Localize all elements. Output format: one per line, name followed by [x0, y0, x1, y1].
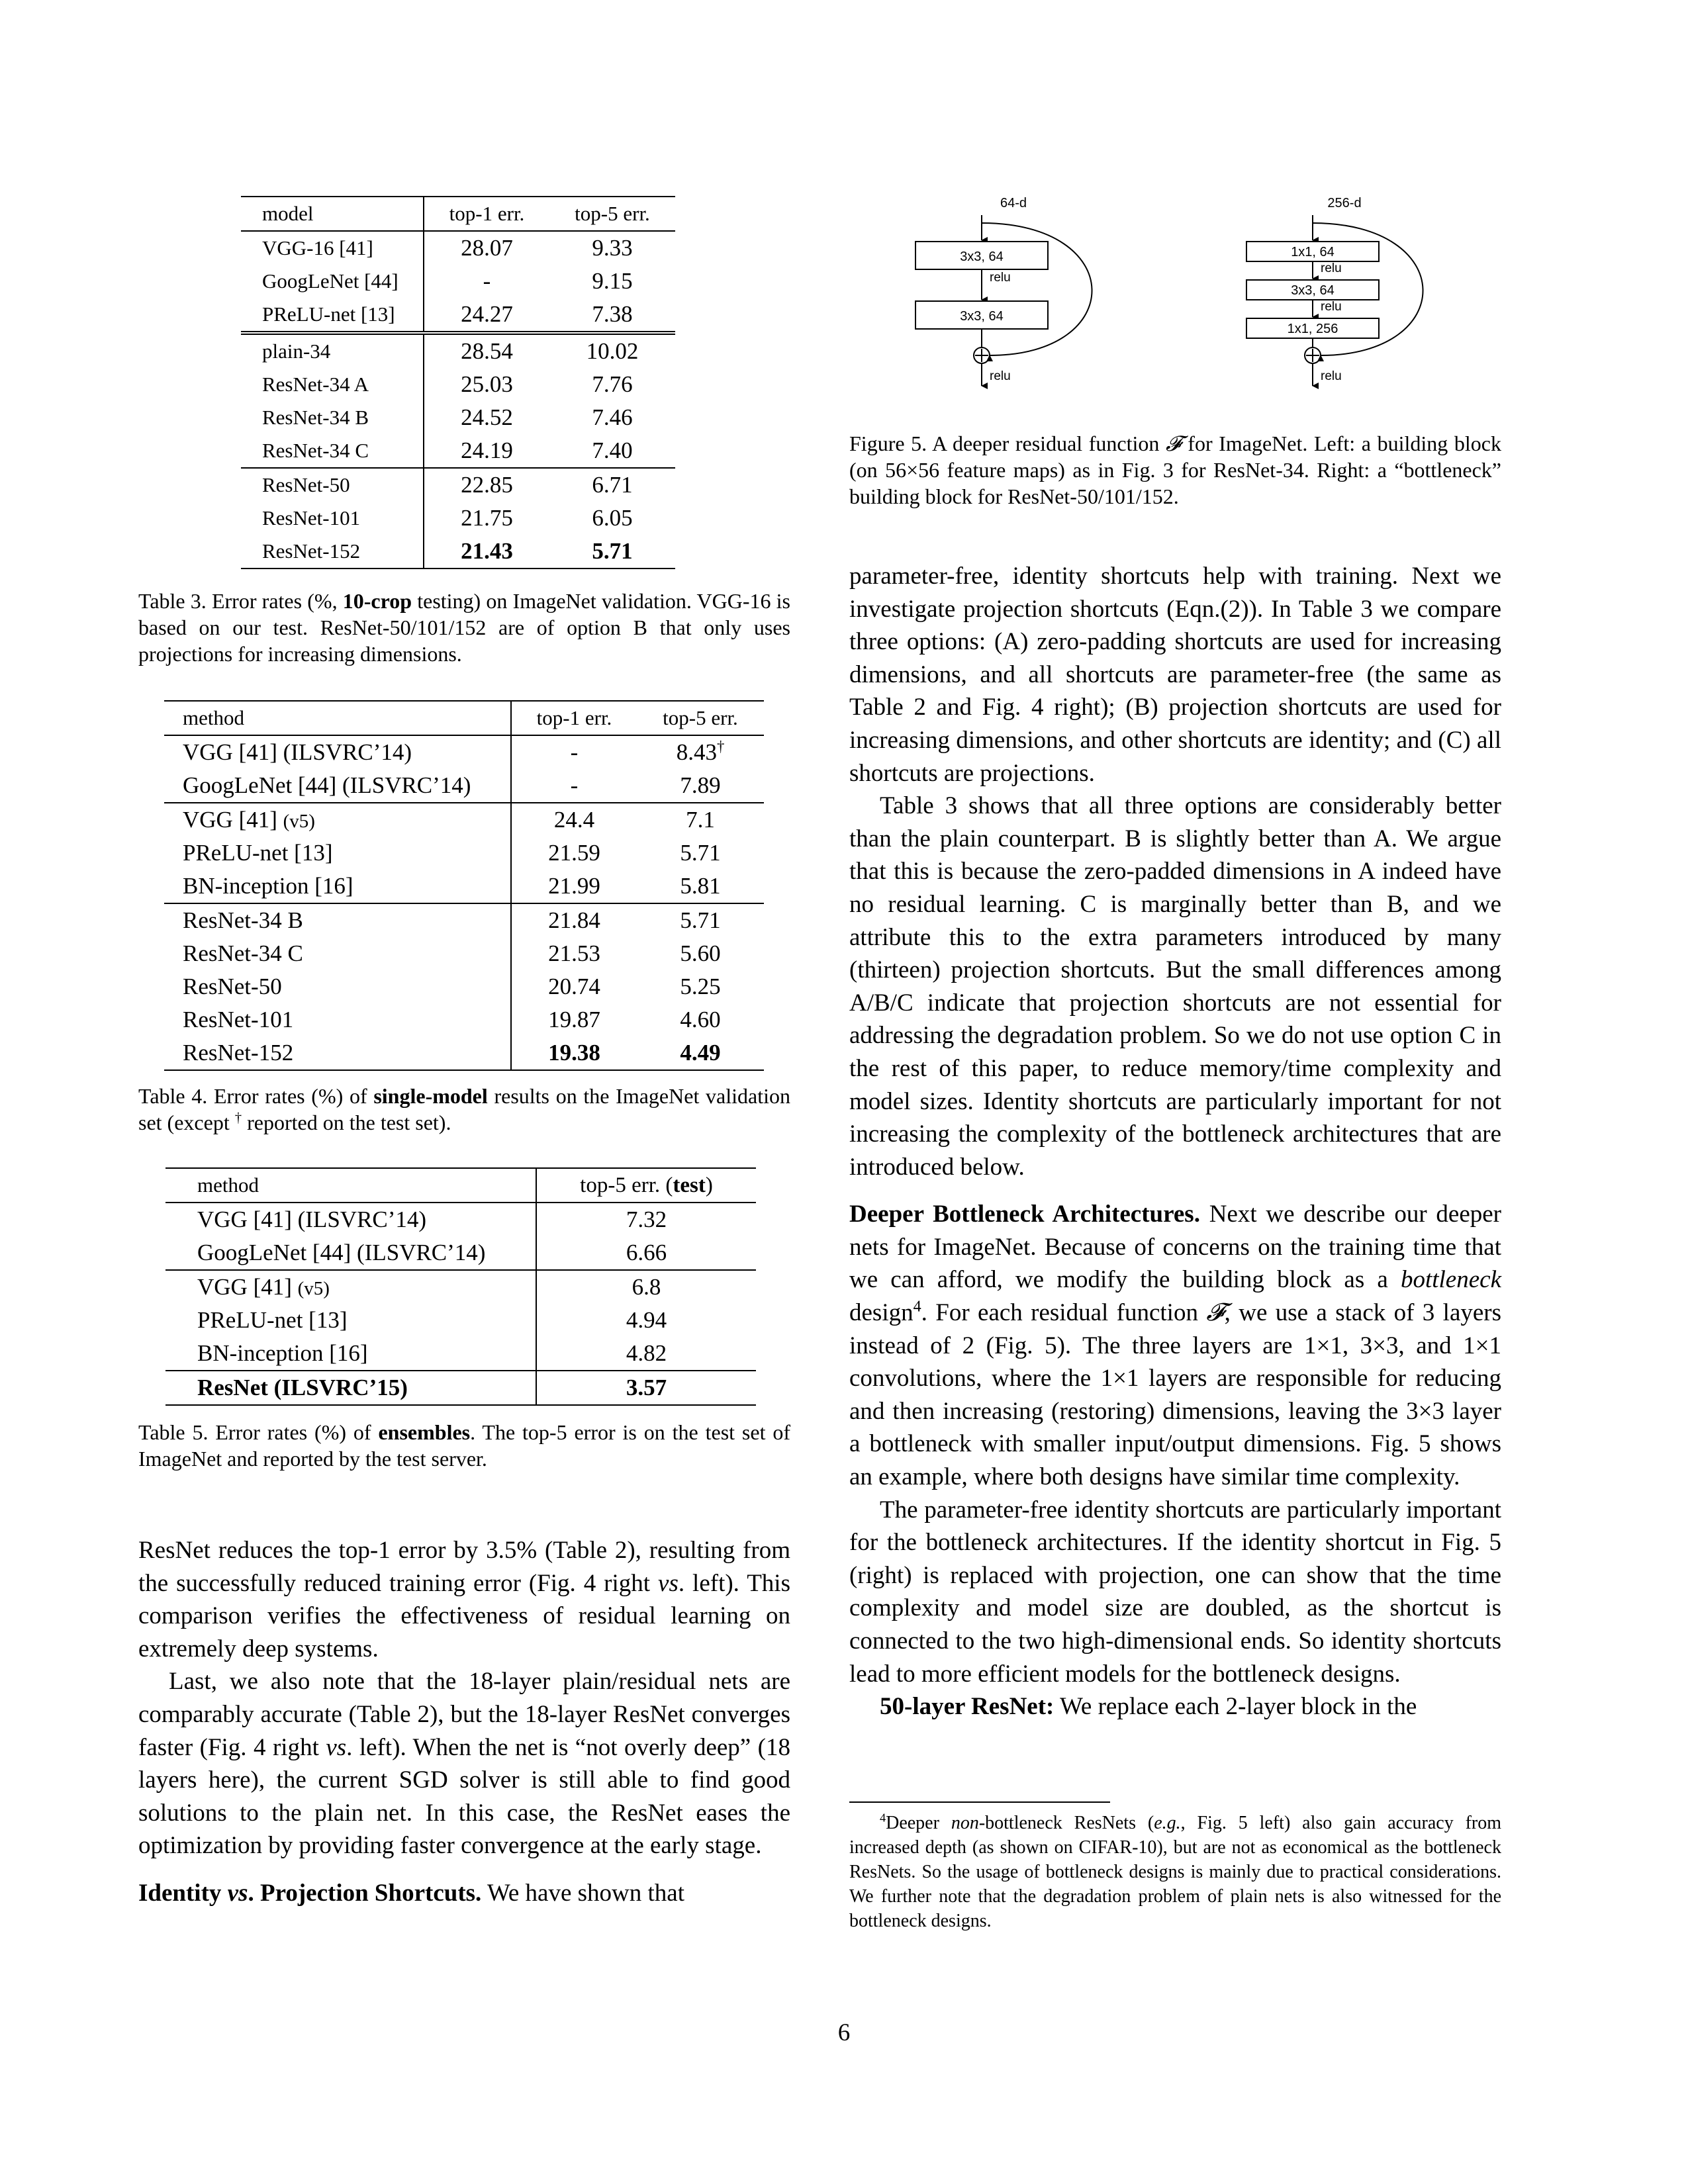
table-row: ResNet-50 20.74 5.25 [164, 970, 764, 1003]
footnote-ref: 4 [913, 1298, 921, 1316]
conv-layer-label: 3x3, 64 [960, 250, 1004, 264]
section-heading-deeper-bottleneck: Deeper Bottleneck Architectures. [849, 1201, 1200, 1228]
table4-caption: Table 4. Error rates (%) of single-model results on the ImageNet validation set (except † reported on the test set). [138, 1084, 791, 1134]
table4-header-top5: top-5 err. [663, 706, 738, 729]
section-heading-50-layer: 50-layer ResNet: [880, 1693, 1055, 1721]
relu-label: relu [1321, 369, 1342, 383]
table-row: BN-inception [16] 21.99 5.81 [164, 870, 764, 903]
paragraph: parameter-free, identity shortcuts help with training. Next we investigate projection shortcuts (Eqn.(2)). In Table 3 we compare three options: (A) zero-padding shortcuts are used for increasing dimensions, and all shortcuts are parameter-free (the same as Table 2 and Fig. 4 right); (B) projection shortcuts are used for increasing dimensions, and other shortcuts are identity; and (C) all shortcuts are projections. [849, 563, 1501, 787]
paragraph: Last, we also note that the 18-layer plain/residual nets are comparably accurate (Table 2), but the 18-layer ResNet converges faster (Fig. 4 right vs. left). When the net is “not overly deep” (18 layers here), the current SGD solver is still able to find good solutions to the plain net. In this case, the ResNet eases the optimization by providing faster convergence at the early stage. [138, 1668, 790, 1860]
conv-layer-label: 3x3, 64 [960, 309, 1004, 324]
paragraph: ResNet reduces the top-1 error by 3.5% (Table 2), resulting from the successfully reduced training error (Fig. 4 right vs. left). This comparison verifies the effectiveness of residual learning on extremely deep systems. [138, 1537, 790, 1662]
table-row: ResNet-34 A 25.03 7.76 [241, 368, 675, 401]
conv-layer-label: 1x1, 256 [1287, 322, 1338, 336]
figure5-caption: Figure 5. A deeper residual function 𝓕 for ImageNet. Left: a building block (on 56×56 feature maps) as in Fig. 3 for ResNet-34. Right: a “bottleneck” building block for ResNet-50/101/152. [849, 432, 1502, 508]
table-row: BN-inception [16] 4.82 [165, 1337, 756, 1371]
table5-header-method: method [197, 1173, 259, 1197]
input-dim-label: 256-d [1327, 196, 1362, 210]
paragraph-50-layer: 50-layer ResNet: We replace each 2-layer block in the [880, 1693, 1417, 1721]
conv-layer-label: 3x3, 64 [1291, 283, 1335, 298]
table5-header-top5: top-5 err. (test) [536, 1168, 756, 1203]
table4-header-top1: top-1 err. [511, 701, 637, 735]
table-row: VGG [41] (v5) 6.8 [165, 1270, 756, 1304]
table-row: VGG-16 [41] 28.07 9.33 [241, 231, 675, 265]
table-row: ResNet-101 21.75 6.05 [241, 502, 675, 535]
relu-label: relu [1321, 300, 1342, 314]
relu-label: relu [1321, 261, 1342, 275]
table-row: ResNet-50 22.85 6.71 [241, 468, 675, 502]
table3-header-top5: top-5 err. [549, 197, 675, 231]
section-heading-identity-vs-projection: Identity vs. Projection Shortcuts. We have shown that [138, 1879, 684, 1907]
bottleneck-block [1246, 196, 1423, 386]
table-row: PReLU-net [13] 24.27 7.38 [241, 298, 675, 333]
table3-header-model: model [241, 197, 424, 231]
relu-label: relu [990, 271, 1011, 285]
table-row: GoogLeNet [44] (ILSVRC’14) - 7.89 [164, 769, 764, 803]
footnote-rule [849, 1801, 1110, 1803]
table3-caption: Table 3. Error rates (%, 10-crop testing) on ImageNet validation. VGG-16 is based on our test. ResNet-50/101/152 are of option B that only uses projections for increasing dimensions. [138, 589, 791, 666]
table3-header-top1: top-1 err. [424, 197, 549, 231]
table-row: ResNet (ILSVRC’15) 3.57 [165, 1371, 756, 1405]
table-row: VGG [41] (ILSVRC’14) 7.32 [165, 1203, 756, 1236]
table-row: ResNet-34 B 24.52 7.46 [241, 401, 675, 434]
table-3 [241, 196, 675, 569]
table4-header-method: method [183, 706, 244, 729]
right-body-text [849, 560, 1501, 1723]
table-row: GoogLeNet [44] (ILSVRC’14) 6.66 [165, 1236, 756, 1270]
paragraph-deeper-bottleneck: Deeper Bottleneck Architectures. Next we describe our deeper nets for ImageNet. Because of concerns on the training time that we can afford, we modify the building block as a bottleneck design$^4$. For each residual function 𝓕, we use a stack of 3 layers instead of 2 (Fig. 5). The three layers are 1×1, 3×3, and 1×1 convolutions, where the 1×1 layers are responsible for reducing and then increasing (restoring) dimensions, leaving the 3×3 layer a bottleneck with smaller input/output dimensions. Fig. 5 shows an example, where both designs have similar time complexity. [849, 1201, 1502, 1491]
table5-caption: Table 5. Error rates (%) of ensembles. The top-5 error is on the test set of ImageNet and reported by the test server. [138, 1420, 791, 1471]
table-row: ResNet-34 C 21.53 5.60 [164, 937, 764, 970]
table-row: VGG [41] (ILSVRC’14) - 8.43† [164, 735, 764, 769]
relu-label: relu [990, 369, 1011, 383]
table-5 [165, 1167, 756, 1406]
table-row: ResNet-152 21.43 5.71 [241, 535, 675, 569]
page-number: 6 [837, 2019, 851, 2046]
table-4 [164, 700, 764, 1071]
table-row: VGG [41] (v5) 24.4 7.1 [164, 803, 764, 837]
table-row: plain-34 28.54 10.02 [241, 333, 675, 368]
table-row: ResNet-101 19.87 4.60 [164, 1003, 764, 1036]
figure-5-diagram [849, 189, 1501, 400]
table-row: GoogLeNet [44] - 9.15 [241, 265, 675, 298]
table-row: PReLU-net [13] 21.59 5.71 [164, 837, 764, 870]
left-body-text [138, 1534, 790, 1910]
conv-layer-label: 1x1, 64 [1291, 245, 1335, 259]
table-row: PReLU-net [13] 4.94 [165, 1304, 756, 1337]
table-row: ResNet-152 19.38 4.49 [164, 1036, 764, 1070]
basic-block [915, 196, 1092, 386]
table-row: ResNet-34 C 24.19 7.40 [241, 434, 675, 468]
paragraph: Table 3 shows that all three options are considerably better than the plain counterpart. B is slightly better than A. We argue that this is because the zero-padded dimensions in A indeed have no residual learning. C is marginally better than B, and we attribute this to the extra parameters introduced by many (thirteen) projection shortcuts. But the small differences among A/B/C indicate that projection shortcuts are not essential for addressing the degradation problem. So we do not use option C in the rest of this paper, to reduce memory/time complexity and model sizes. Identity shortcuts are particularly important for not increasing the complexity of the bottleneck architectures that are introduced below. [849, 792, 1501, 1181]
table-row: ResNet-34 B 21.84 5.71 [164, 903, 764, 937]
paragraph: The parameter-free identity shortcuts are particularly important for the bottleneck architectures. If the identity shortcut in Fig. 5 (right) is replaced with projection, one can show that the time complexity and model size are doubled, as the shortcut is connected to the two high-dimensional ends. So identity shortcuts lead to more efficient models for the bottleneck designs. [849, 1496, 1501, 1688]
input-dim-label: 64-d [1000, 196, 1027, 210]
footnote: $^4$Deeper non-bottleneck ResNets (e.g., Fig. 5 left) also gain accuracy from increased depth (as shown on CIFAR-10), but are not as economical as the bottleneck ResNets. So the usage of bottleneck designs is mainly due to practical considerations. We further note that the degradation problem of plain nets is also witnessed for the bottleneck designs. [849, 1811, 1502, 1931]
